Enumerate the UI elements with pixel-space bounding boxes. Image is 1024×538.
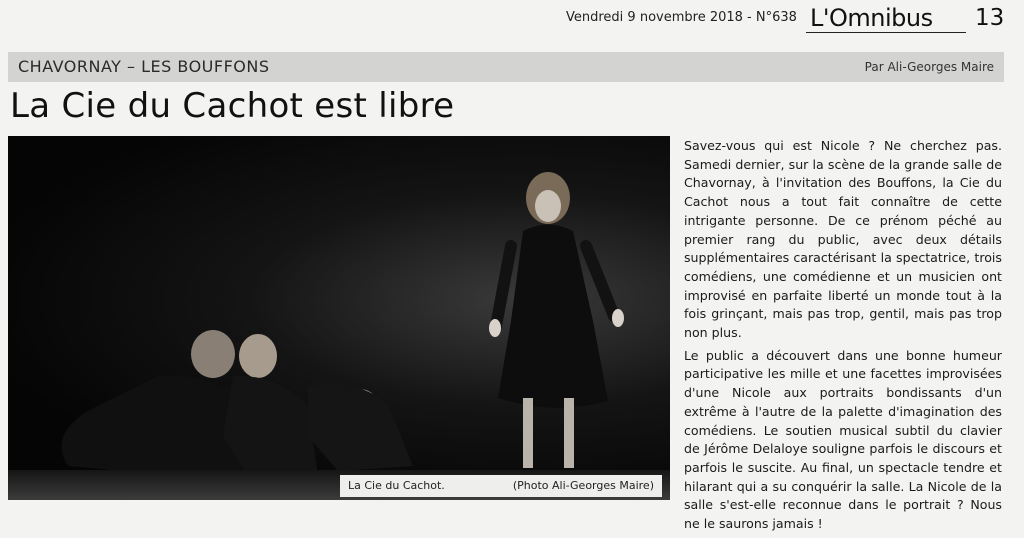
stage-photo	[8, 136, 670, 500]
author-byline: Par Ali-Georges Maire	[864, 60, 994, 74]
article-paragraph: Savez-vous qui est Nicole ? Ne cherchez pas. Samedi dernier, sur la scène de la grande salle de Chavornay, à l'invitation des Bouffons, la Cie du Cachot nous a tout fait connaître de cette intrigante personne. De ce prénom péché au premier rang du public, avec deux détails supplémentaires caractérisant la spectatrice, trois comédiens, une comédienne et un musicien ont improvisé en parfaite liberté un monde tout à la fois grinçant, mais pas trop, gentil, mais pas trop non plus.	[684, 138, 1002, 341]
article-paragraph: Le public a découvert dans une bonne humeur participative les mille et une facettes improvisées d'une Nicole aux portraits bondissants d'un extrême à l'autre de la palette d'imagination des comédiens. Le soutien musical subtil du clavier de Jérôme Delaloye souligne parfois le discours et parfois le suscite. Au final, un spectacle tendre et hilarant qui a su conquérir la salle. La Nicole de la salle s'est-elle reconnue dans le portrait ? Nous ne le saurons jamais !	[684, 347, 1002, 532]
photo-caption: La Cie du Cachot.	[348, 479, 445, 492]
actor-3-body	[308, 383, 413, 471]
actress-face	[535, 190, 561, 222]
issue-dateline: Vendredi 9 novembre 2018 - N°638	[566, 10, 797, 25]
article-body	[684, 137, 1002, 538]
photo-caption-box	[340, 475, 662, 497]
rubric-band	[8, 52, 1004, 82]
actress-right-arm	[586, 246, 614, 316]
actress-left-leg	[523, 398, 533, 468]
stage-photo-illustration	[8, 136, 670, 500]
page-number: 13	[975, 5, 1005, 31]
actor-1-head	[191, 330, 235, 378]
newspaper-logo: L'Omnibus	[810, 4, 933, 32]
article-headline: La Cie du Cachot est libre	[10, 86, 455, 126]
actress-right-leg	[564, 398, 574, 468]
actress-left-arm	[496, 246, 511, 326]
actress-left-hand	[489, 319, 501, 337]
actor-2-head	[239, 334, 277, 378]
actress-right-hand	[612, 309, 624, 327]
logo-underline	[806, 32, 966, 33]
photo-credit: (Photo Ali-Georges Maire)	[512, 479, 654, 492]
section-rubric: CHAVORNAY – LES BOUFFONS	[18, 57, 270, 76]
